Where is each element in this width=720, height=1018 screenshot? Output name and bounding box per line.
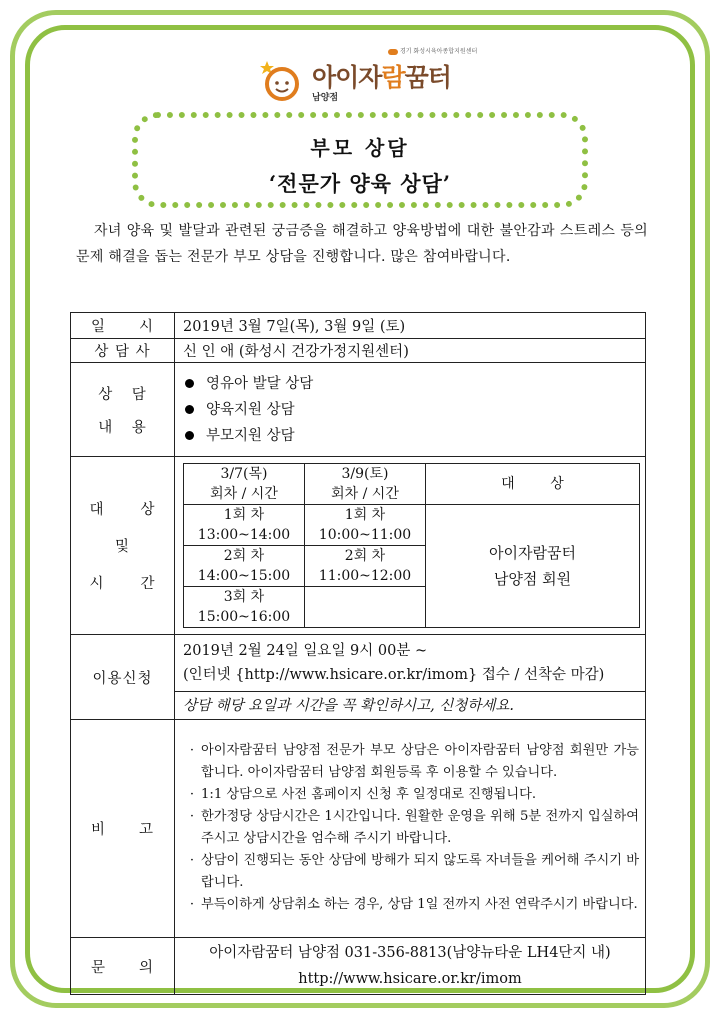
- list-item: 영유아 발달 상담: [183, 371, 645, 397]
- table-cell: 2회 차 14:00~15:00: [184, 546, 305, 587]
- list-item: · 상담이 진행되는 동안 상담에 방해가 되지 않도록 자녀들을 케어해 주시기 바랍니다.: [189, 852, 639, 890]
- bullet-icon: [185, 379, 194, 388]
- date-label-a: 일: [91, 319, 107, 335]
- counselor-label: 상 담 사: [71, 339, 175, 363]
- content-label-2: 담: [131, 386, 147, 403]
- logo-branch: 남양점: [312, 93, 339, 103]
- schedule-label-1b: 상: [140, 502, 156, 518]
- table-cell: 3회 차 15:00~16:00: [184, 587, 305, 628]
- contact-url[interactable]: http://www.hsicare.or.kr/imom: [298, 971, 522, 987]
- child-face-logo-icon: [260, 60, 302, 102]
- content-row: [71, 363, 646, 457]
- title-box: [132, 112, 588, 208]
- apply-row: [71, 635, 646, 692]
- col2-sub: 회차 / 시간: [331, 486, 399, 502]
- remarks-row: [71, 720, 646, 938]
- date-label-b: 시: [138, 319, 154, 335]
- logo-org-text: 경기 화성시육아종합지원센터: [388, 46, 477, 55]
- schedule-label-3a: 시: [89, 576, 105, 592]
- counselor-row: [71, 339, 646, 363]
- contact-label-a: 문: [91, 959, 107, 976]
- target-cell: 아이자람꿈터 남양점 회원: [426, 505, 640, 628]
- contact-label-b: 의: [138, 959, 154, 976]
- date-row: [71, 313, 646, 339]
- list-item: · 한가정당 상담시간은 1시간입니다. 원활한 운영을 위해 5분 전까지 입실하여 주시고 상담시간을 엄수해 주시기 바랍니다.: [189, 808, 639, 846]
- apply-label: 이용신청: [71, 635, 175, 720]
- list-item: 부모지원 상담: [183, 423, 645, 449]
- schedule-label-3b: 간: [140, 576, 156, 592]
- list-item: · 부득이하게 상담취소 하는 경우, 상담 1일 전까지 사전 연락주시기 바랍니다.: [189, 896, 638, 912]
- table-cell: [305, 587, 426, 628]
- bullet-icon: [185, 405, 194, 414]
- content-label-4: 용: [131, 419, 147, 436]
- content-label-1: 상: [98, 386, 114, 403]
- schedule-label-2: 및: [114, 539, 130, 555]
- target-header: 대 상: [426, 464, 640, 505]
- bullet-icon: [185, 431, 194, 440]
- schedule-label-1a: 대: [89, 502, 105, 518]
- page-title: 부모 상담: [310, 136, 410, 160]
- date-value: 2019년 3월 7일(목), 3월 9일 (토): [175, 313, 646, 339]
- table-cell: 2회 차 11:00~12:00: [305, 546, 426, 587]
- page-subtitle: ‘전문가 양육 상담’: [268, 171, 452, 196]
- col2-date: 3/9(토): [341, 466, 389, 482]
- list-item: · 아이자람꿈터 남양점 전문가 부모 상담은 아이자람꿈터 남양점 회원만 가능합니다. 아이자람꿈터 남양점 회원등록 후 이용할 수 있습니다.: [189, 742, 639, 780]
- remarks-label-b: 고: [138, 822, 154, 838]
- contact-phone: 아이자람꿈터 남양점 031-356-8813(남양뉴타운 LH4단지 내): [209, 945, 611, 961]
- schedule-row: [71, 457, 646, 635]
- col1-date: 3/7(목): [220, 466, 268, 482]
- list-item: 양육지원 상담: [183, 397, 645, 423]
- content-label-3: 내: [98, 419, 114, 436]
- apply-notice: 상담 해당 요일과 시간을 꼭 확인하시고, 신청하세요.: [183, 697, 515, 714]
- content-list: [183, 365, 645, 455]
- schedule-table: [183, 463, 640, 628]
- logo-name: 아이자람꿈터: [312, 63, 451, 92]
- logo: [256, 44, 478, 110]
- apply-line1: 2019년 2월 24일 일요일 9시 00분 ~: [183, 643, 428, 659]
- remarks-list: [183, 736, 645, 922]
- table-cell: 1회 차 13:00~14:00: [184, 505, 305, 546]
- col1-sub: 회차 / 시간: [210, 486, 278, 502]
- table-cell: 1회 차 10:00~11:00: [305, 505, 426, 546]
- info-table: [70, 312, 646, 995]
- counselor-value: 신 인 애 (화성시 건강가정지원센터): [175, 339, 646, 363]
- apply-line2: (인터넷 {http://www.hsicare.or.kr/imom} 접수 / 선착순 마감): [183, 667, 605, 683]
- list-item: · 1:1 상담으로 사전 홈페이지 신청 후 일정대로 진행됩니다.: [189, 786, 537, 802]
- contact-row: [71, 938, 646, 995]
- intro-text: 자녀 양육 및 발달과 관련된 궁금증을 해결하고 양육방법에 대한 불안감과 스트레스 등의 문제 해결을 돕는 전문가 부모 상담을 진행합니다. 많은 참여바랍니다.: [76, 223, 648, 265]
- remarks-label-a: 비: [91, 822, 107, 838]
